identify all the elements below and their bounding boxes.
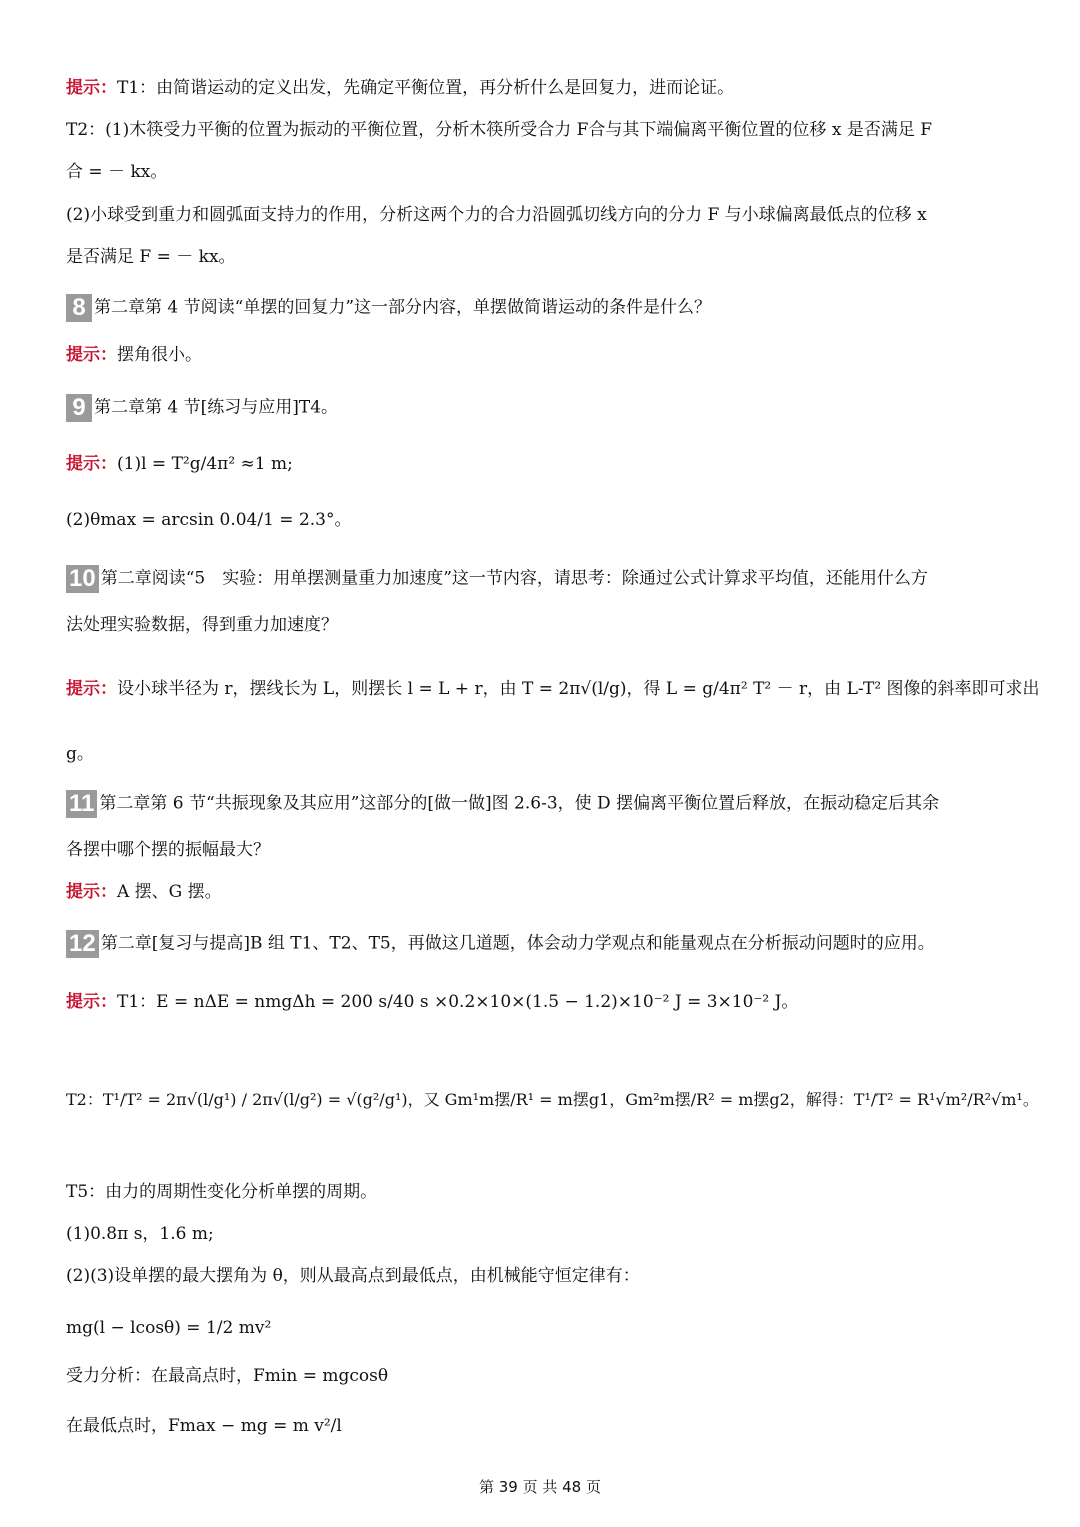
question-12: 12 第二章[复习与提高]B 组 T1、T2、T5，再做这几道题，体会动力学观点和能量观点在分析振动问题时的应用。: [66, 930, 935, 958]
t7-line3: 合 = － kx。: [66, 162, 168, 182]
answer-12-t2: T2：T¹/T² = 2π√(l/g¹) / 2π√(l/g²) = √(g²/g¹)，又 Gm¹m摆/R¹ = m摆g1，Gm²m摆/R² = m摆g2，解得：T¹/T² = R¹√m²/R²√m¹。: [66, 1090, 1039, 1109]
answer-10: 提示：设小球半径为 r，摆线长为 L，则摆长 l = L + r，由 T = 2π√(l/g)，得 L = g/4π² T² － r，由 L-T² 图像的斜率即可求出: [66, 679, 1040, 699]
answer-12-t5: T5：由力的周期性变化分析单摆的周期。: [66, 1182, 378, 1202]
answer-8: 提示：摆角很小。: [66, 345, 202, 365]
question-number-badge: 8: [66, 294, 92, 322]
question-number-badge: 9: [66, 394, 92, 422]
answer-10-line2: g。: [66, 744, 94, 764]
question-10-line2: 法处理实验数据，得到重力加速度？: [66, 615, 338, 635]
t7-line1: 提示：T1：由简谐运动的定义出发，先确定平衡位置，再分析什么是回复力，进而论证。: [66, 78, 735, 98]
question-11-line2: 各摆中哪个摆的振幅最大？: [66, 840, 270, 860]
question-number-badge: 11: [66, 790, 97, 818]
question-number-badge: 12: [66, 930, 99, 958]
answer-9-2: (2)θmax = arcsin 0.04/1 = 2.3°。: [66, 510, 352, 530]
equation-fmin: 受力分析：在最高点时，Fmin = mgcosθ: [66, 1366, 389, 1386]
page-footer: 第 39 页 共 48 页: [478, 1478, 601, 1496]
question-8: 8 第二章第 4 节阅读“单摆的回复力”这一部分内容，单摆做简谐运动的条件是什么？: [66, 294, 711, 322]
question-10-line1: 10 第二章阅读“5 实验：用单摆测量重力加速度”这一节内容，请思考：除通过公式计算求平均值，还能用什么方: [66, 565, 928, 593]
answer-12-t1: 提示：T1：E = nΔE = nmgΔh = 200 s/40 s ×0.2×10×(1.5 − 1.2)×10⁻² J = 3×10⁻² J。: [66, 992, 799, 1012]
question-11-line1: 11 第二章第 6 节“共振现象及其应用”这部分的[做一做]图 2.6-3，使 D 摆偏离平衡位置后释放，在振动稳定后其余: [66, 790, 939, 818]
question-number-badge: 10: [66, 565, 99, 593]
t7-line4: (2)小球受到重力和圆弧面支持力的作用，分析这两个力的合力沿圆弧切线方向的分力 F 与小球偏离最低点的位移 x: [66, 205, 927, 225]
answer-9-1: 提示：(1)l = T²g/4π² ≈1 m;: [66, 454, 293, 474]
equation-fmax: 在最低点时，Fmax − mg = m v²/l: [66, 1416, 342, 1436]
t7-line5: 是否满足 F = － kx。: [66, 247, 236, 267]
answer-12-a2: (2)(3)设单摆的最大摆角为 θ，则从最高点到最低点，由机械能守恒定律有：: [66, 1266, 640, 1286]
answer-12-a1: (1)0.8π s，1.6 m;: [66, 1224, 214, 1244]
t7-line2: T2：(1)木筷受力平衡的位置为振动的平衡位置，分析木筷所受合力 F合与其下端偏离平衡位置的位移 x 是否满足 F: [66, 120, 933, 140]
equation-energy: mg(l − lcosθ) = 1/2 mv²: [66, 1318, 272, 1338]
hint-label: 提示：: [66, 78, 117, 98]
answer-11: 提示：A 摆、G 摆。: [66, 882, 222, 902]
question-9: 9 第二章第 4 节[练习与应用]T4。: [66, 394, 338, 422]
